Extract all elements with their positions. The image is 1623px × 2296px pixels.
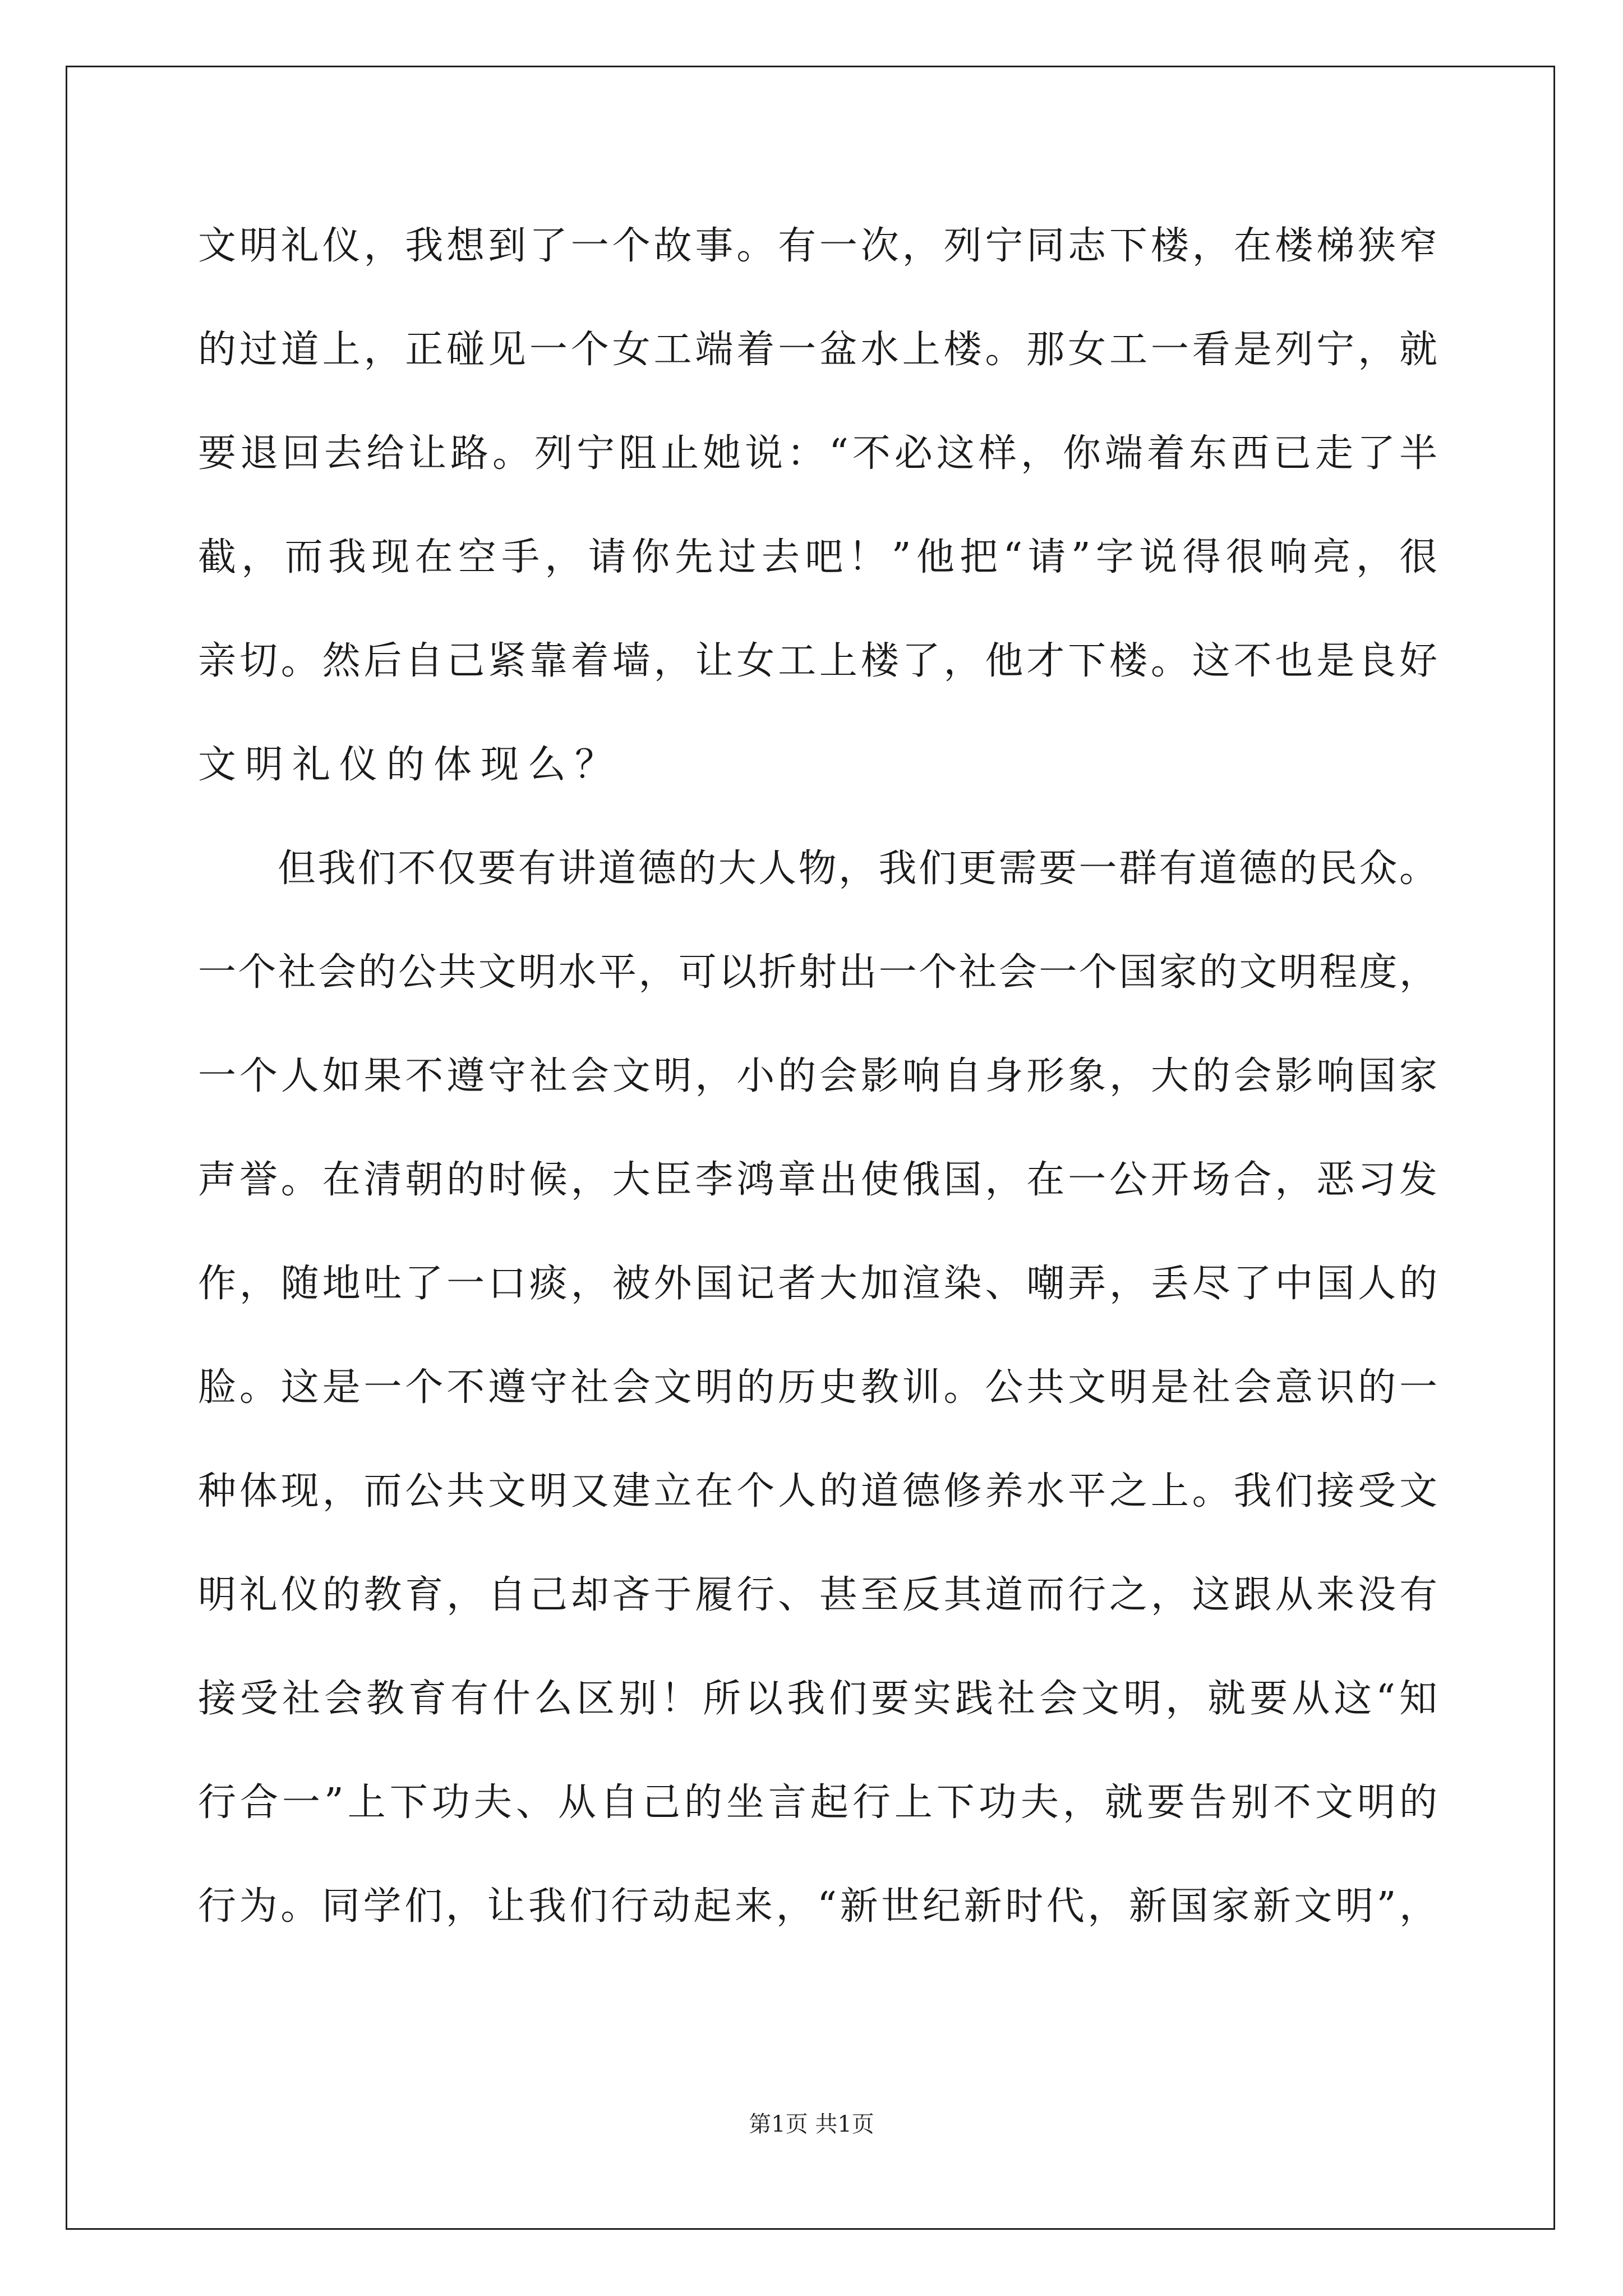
- text-line: 截，而我现在空手，请你先过去吧！”他把“请”字说得很响亮，很: [198, 535, 1437, 579]
- text-line: 亲切。然后自己紧靠着墙，让女工上楼了，他才下楼。这不也是良好: [198, 639, 1437, 683]
- paragraph-first-line: 但我们不仅要有讲道德的大人物，我们更需要一群有道德的民众。: [278, 846, 1437, 891]
- text-line: 脸。这是一个不遵守社会文明的历史教训。公共文明是社会意识的一: [198, 1365, 1437, 1410]
- text-line: 种体现，而公共文明又建立在个人的道德修养水平之上。我们接受文: [198, 1469, 1437, 1513]
- text-line: 要退回去给让路。列宁阻止她说：“不必这样，你端着东西已走了半: [198, 431, 1437, 476]
- text-line: 文明礼仪的体现么？: [198, 743, 623, 787]
- text-line: 声誉。在清朝的时候，大臣李鸿章出使俄国，在一公开场合，恶习发: [198, 1158, 1437, 1202]
- text-line: 一个社会的公共文明水平，可以折射出一个社会一个国家的文明程度，: [198, 950, 1437, 995]
- text-line: 的过道上，正碰见一个女工端着一盆水上楼。那女工一看是列宁，就: [198, 328, 1437, 372]
- text-line: 接受社会教育有什么区别！所以我们要实践社会文明，就要从这“知: [198, 1677, 1437, 1721]
- text-line: 作，随地吐了一口痰，被外国记者大加渲染、嘲弄，丢尽了中国人的: [198, 1262, 1437, 1306]
- text-line: 文明礼仪，我想到了一个故事。有一次，列宁同志下楼，在楼梯狭窄: [198, 224, 1437, 268]
- text-line: 明礼仪的教育，自己却吝于履行、甚至反其道而行之，这跟从来没有: [198, 1573, 1437, 1617]
- page-footer: 第1页 共1页: [749, 2111, 874, 2137]
- text-line: 行合一”上下功夫、从自己的坐言起行上下功夫，就要告别不文明的: [198, 1780, 1437, 1825]
- text-line: 一个人如果不遵守社会文明，小的会影响自身形象，大的会影响国家: [198, 1054, 1437, 1098]
- text-line: 行为。同学们，让我们行动起来，“新世纪新时代，新国家新文明”，: [198, 1884, 1437, 1929]
